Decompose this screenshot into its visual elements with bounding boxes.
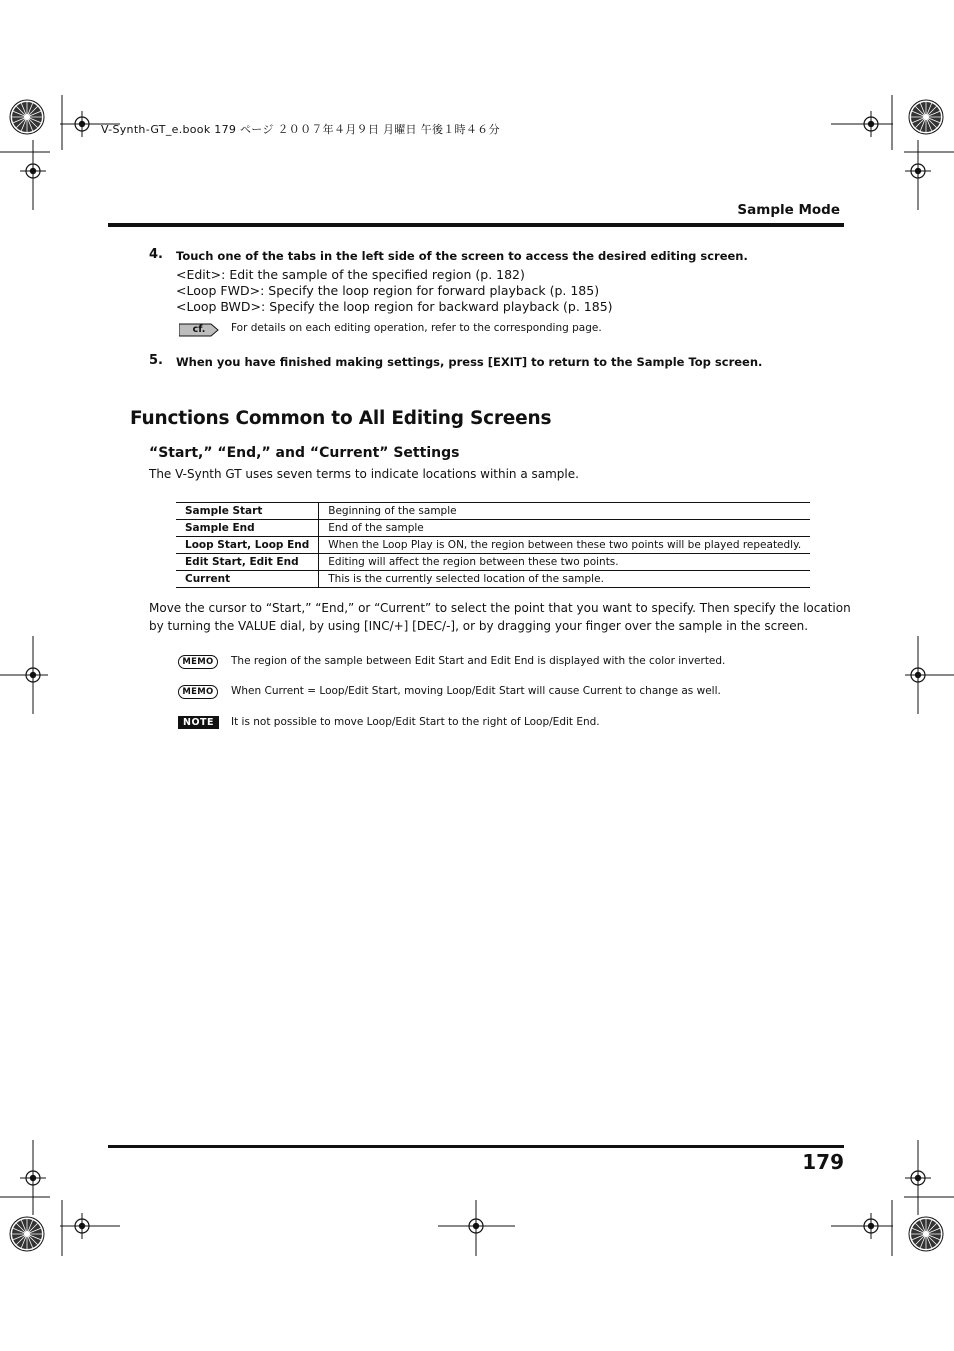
memo-badge: MEMO [178,655,218,669]
desc-cell: Beginning of the sample [319,503,810,520]
desc-cell: Editing will affect the region between these two points. [319,554,810,571]
table-row [176,537,810,554]
cf-badge-label: cf. [192,324,206,335]
intro-text: The V-Synth GT uses seven terms to indicate locations within a sample. [149,467,579,481]
term-cell: Loop Start, Loop End [176,537,319,554]
term-cell: Edit Start, Edit End [176,554,319,571]
subsection-heading: “Start,” “End,” and “Current” Settings [149,445,460,461]
body-paragraph-line: Move the cursor to “Start,” “End,” or “Current” to select the point that you want to specify. Then specify the location [149,601,851,615]
desc-cell: End of the sample [319,520,810,537]
term-cell: Sample End [176,520,319,537]
memo-badge: MEMO [178,685,218,699]
body-paragraph-line: by turning the VALUE dial, by using [INC/+] [DEC/-], or by dragging your finger over the sample in the screen. [149,619,809,633]
step-line: <Loop BWD>: Specify the loop region for backward playback (p. 185) [176,299,613,314]
cf-badge [179,323,219,337]
cf-ref-text: For details on each editing operation, refer to the corresponding page. [231,322,602,334]
terms-table [176,502,810,588]
header-file-info: V-Synth-GT_e.book 179 ページ ２００７年４月９日 月曜日 午後１時４６分 [101,123,500,136]
note-badge: NOTE [178,716,219,729]
header-rule [108,223,844,227]
running-section-title: Sample Mode [737,202,840,218]
desc-cell: When the Loop Play is ON, the region between these two points will be played repeatedly. [319,537,810,554]
footer-rule [108,1145,844,1148]
table-row [176,520,810,537]
page-number: 179 [802,1150,844,1174]
memo-text: When Current = Loop/Edit Start, moving Loop/Edit Start will cause Current to change as well. [231,685,721,697]
step-text: When you have finished making settings, press [EXIT] to return to the Sample Top screen. [176,355,763,369]
section-heading: Functions Common to All Editing Screens [130,408,552,429]
term-cell: Sample Start [176,503,319,520]
table-row [176,554,810,571]
table-row [176,503,810,520]
step-number: 5. [149,353,163,368]
term-cell: Current [176,571,319,588]
step-line: <Loop FWD>: Specify the loop region for forward playback (p. 185) [176,283,600,298]
note-text: It is not possible to move Loop/Edit Start to the right of Loop/Edit End. [231,716,600,728]
step-text: Touch one of the tabs in the left side of the screen to access the desired editing screen. [176,249,748,263]
table-row [176,571,810,588]
desc-cell: This is the currently selected location of the sample. [319,571,810,588]
step-number: 4. [149,247,163,262]
memo-text: The region of the sample between Edit Start and Edit End is displayed with the color inverted. [231,655,726,667]
step-line: <Edit>: Edit the sample of the specified region (p. 182) [176,267,525,282]
